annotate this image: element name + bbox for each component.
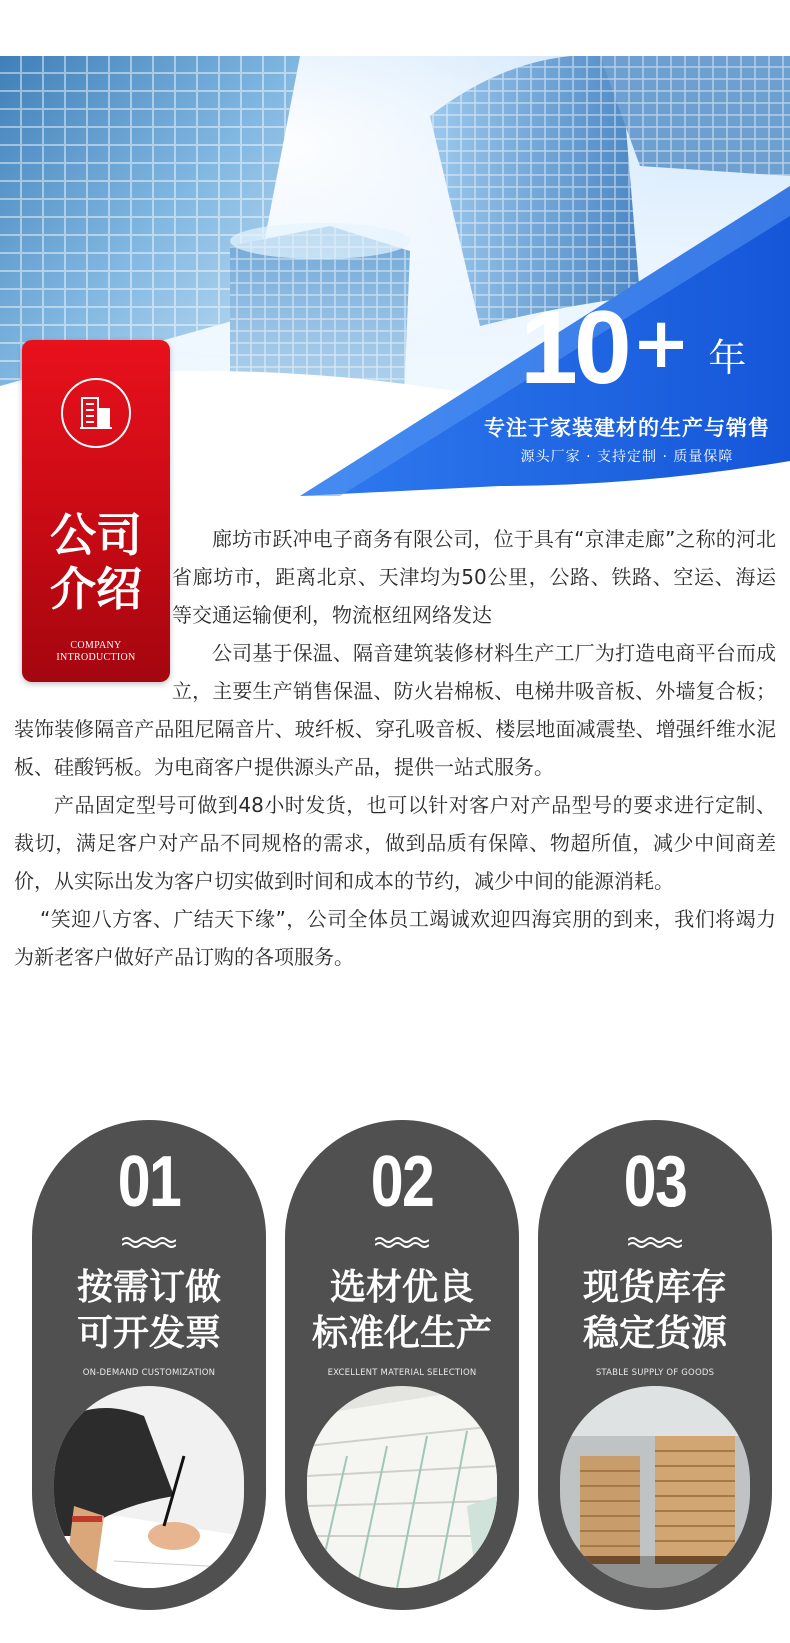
intro-paragraph-3: 产品固定型号可做到48小时发货，也可以针对客户对产品型号的要求进行定制、裁切，满足客户对产品不同规格的需求，做到品质有保障、物超所值，减少中间商差价，从实际出发为客户切实做到时间和成本的节约，减少中间的能源消耗。 — [14, 793, 776, 893]
intro-paragraph-4: “笑迎八方客、广结天下缘”，公司全体员工竭诚欢迎四海宾朋的到来，我们将竭力为新老客户做好产品订购的各项服务。 — [14, 907, 776, 969]
years-plus: + — [631, 302, 691, 384]
feature-number: 01 — [117, 1142, 181, 1222]
feature-title-line2: 稳定货源 — [582, 1313, 727, 1354]
feature-card-stock — [538, 1120, 772, 1610]
feature-number: 02 — [370, 1142, 434, 1222]
badge-en-line2: INTRODUCTION — [56, 652, 136, 663]
intro-paragraph-2: 公司基于保温、隔音建筑装修材料生产工厂为打造电商平台而成立，主要生产销售保温、防火岩棉板、电梯井吸音板、外墙复合板；装饰装修隔音产品阻尼隔音片、玻纤板、穿孔吸音板、楼层地面减震垫、增强纤维水泥板、硅酸钙板。为电商客户提供源头产品，提供一站式服务。 — [14, 641, 776, 779]
feature-number: 03 — [623, 1142, 687, 1222]
building-icon — [76, 392, 116, 432]
intro-paragraph-1: 廊坊市跃冲电子商务有限公司，位于具有“京津走廊”之称的河北省廊坊市，距离北京、天津均为50公里，公路、铁路、空运、海运等交通运输便利，物流枢纽网络发达 — [172, 527, 776, 627]
drafting-photo — [54, 1386, 244, 1588]
hero-subtagline: 源头厂家 · 支持定制 · 质量保障 — [520, 449, 734, 465]
feature-title-line2: 可开发票 — [76, 1313, 221, 1354]
years-headline — [520, 290, 747, 406]
years-number: 10 — [520, 290, 628, 406]
feature-title-line2: 标准化生产 — [311, 1313, 492, 1354]
wave-divider-icon — [628, 1236, 682, 1248]
warehouse-pallets-photo — [560, 1386, 750, 1588]
feature-title-line1: 按需订做 — [76, 1267, 221, 1308]
badge-en-line1: COMPANY — [70, 640, 122, 651]
board-stack-photo — [307, 1386, 497, 1588]
company-intro-text — [14, 520, 776, 976]
feature-title-line1: 现货库存 — [582, 1267, 727, 1308]
feature-en-label: EXCELLENT MATERIAL SELECTION — [327, 1368, 477, 1378]
badge-spacer — [14, 520, 172, 692]
wave-divider-icon — [375, 1236, 429, 1248]
years-unit: 年 — [708, 336, 747, 380]
feature-en-label: ON-DEMAND CUSTOMIZATION — [82, 1368, 216, 1378]
wave-divider-icon — [122, 1236, 176, 1248]
badge-title-line1: 公司 — [50, 508, 142, 562]
feature-card-customization — [32, 1120, 266, 1610]
feature-title-line1: 选材优良 — [329, 1267, 474, 1308]
feature-card-material — [285, 1120, 519, 1610]
feature-en-label: STABLE SUPPLY OF GOODS — [595, 1368, 715, 1378]
badge-title-line2: 介绍 — [50, 562, 142, 616]
hero-tagline: 专注于家装建材的生产与销售 — [484, 416, 770, 440]
building-icon-circle — [61, 378, 131, 448]
